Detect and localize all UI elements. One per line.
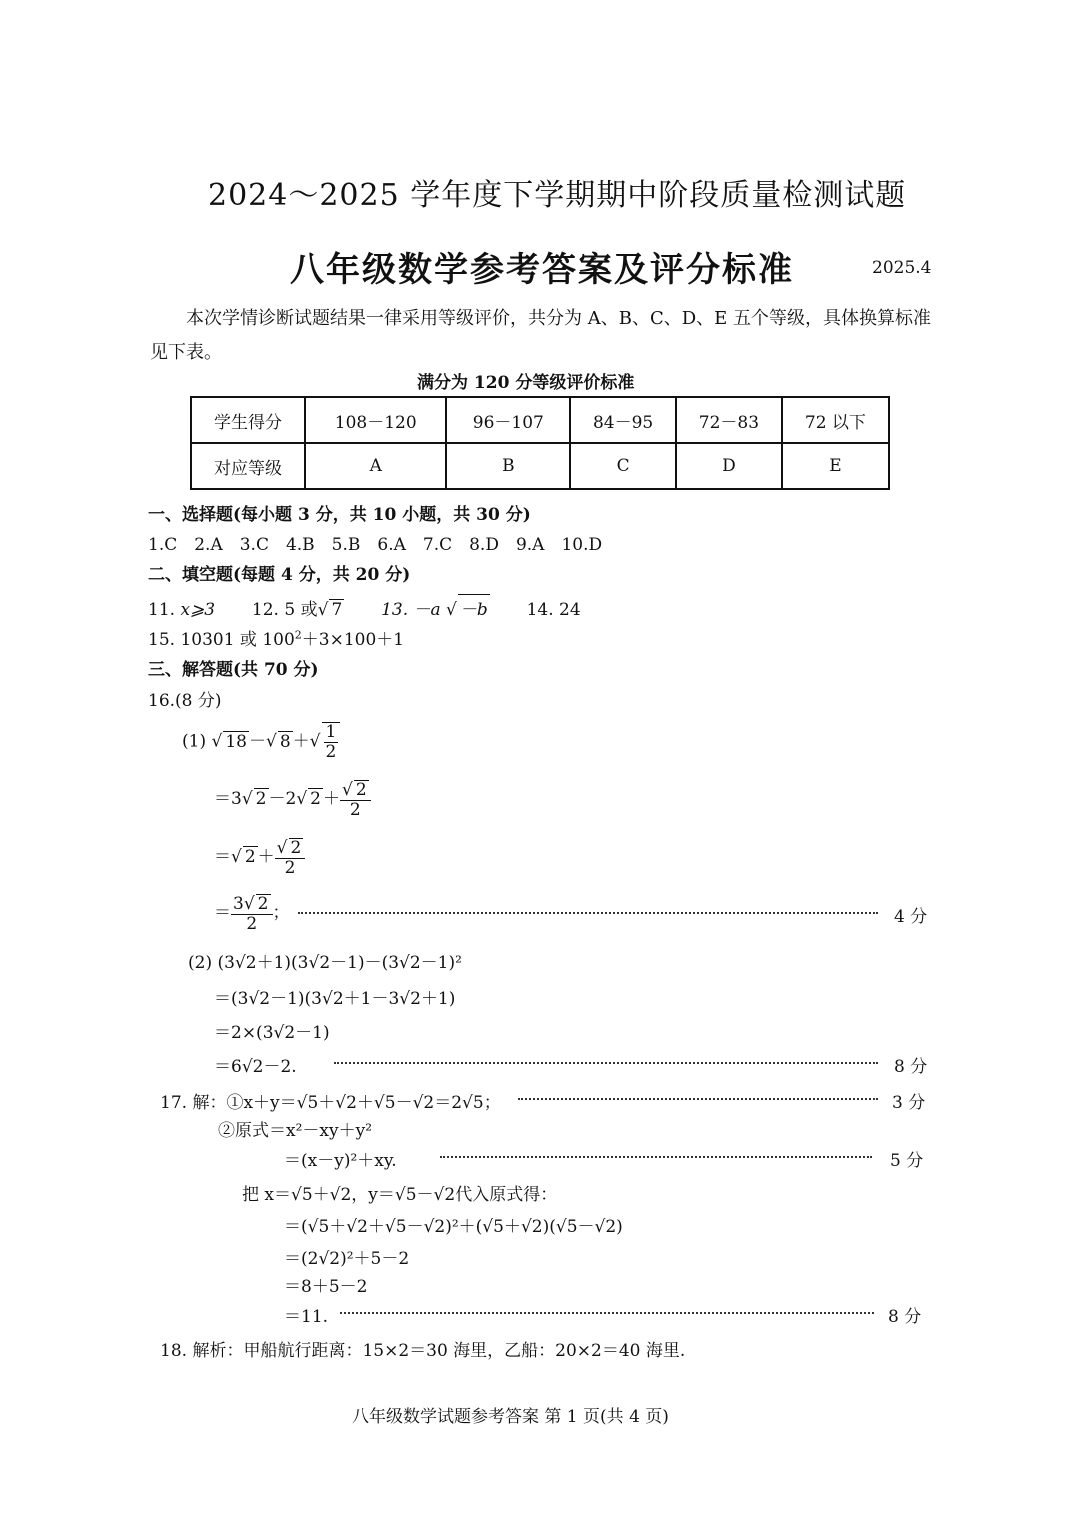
table-cell: 72 以下	[782, 397, 889, 443]
q17-line1: 17. 解：①x＋y＝√5＋√2＋√5－√2＝2√5；	[160, 1093, 501, 1113]
table-cell: 72－83	[676, 397, 782, 443]
q16-part2-line1	[188, 948, 462, 973]
radicand: 7	[331, 600, 343, 620]
dotted-leader	[340, 1312, 874, 1314]
dotted-leader	[518, 1098, 878, 1100]
score-mark: 8 分	[894, 1057, 928, 1077]
operator: ＝	[214, 903, 231, 924]
q17-line3: ＝(x－y)²＋xy.	[284, 1151, 397, 1171]
page-footer: 八年级数学试题参考答案 第 1 页(共 4 页)	[352, 1407, 669, 1427]
radicand: 8	[279, 731, 291, 752]
operator: ＝	[214, 847, 231, 868]
operator: ＋	[323, 789, 340, 810]
operator: ＝	[214, 789, 231, 810]
part-label: (2)	[188, 953, 213, 973]
table-cell: 96－107	[446, 397, 570, 443]
q17-line5: ＝(√5＋√2＋√5－√2)²＋(√5＋√2)(√5－√2)	[284, 1217, 623, 1237]
q13-label: 13. －a	[381, 600, 441, 620]
q16-part2-line3: ＝2×(3√2－1)	[214, 1023, 330, 1043]
punctuation: ；	[272, 903, 290, 924]
radicand: 2	[355, 780, 367, 800]
page-subtitle: 八年级数学参考答案及评分标准	[290, 250, 794, 290]
dotted-leader	[440, 1156, 872, 1158]
radicand: 2	[257, 894, 269, 914]
section-solve-heading: 三、解答题(共 70 分)	[148, 660, 319, 680]
grade-table	[190, 396, 890, 490]
q16-part2-line4: ＝6√2－2.	[214, 1057, 297, 1077]
table-cell: 学生得分	[191, 397, 305, 443]
table-row	[191, 443, 889, 489]
table-cell: D	[676, 443, 782, 489]
q14-label: 14. 24	[526, 600, 581, 620]
coefficient: 3	[233, 894, 244, 914]
q16-label: 16.(8 分)	[148, 691, 222, 711]
section-fill-heading: 二、填空题(每题 4 分，共 20 分)	[148, 565, 411, 585]
section-choice-heading: 一、选择题(每小题 3 分，共 10 小题，共 30 分)	[148, 505, 531, 525]
q17-line7: ＝8＋5－2	[284, 1277, 368, 1297]
table-cell: C	[570, 443, 676, 489]
table-cell: 84－95	[570, 397, 676, 443]
denominator: 2	[246, 913, 258, 934]
q16-part1-line3: ＝√ 2 ＋ $\frac{√ 2}{2}$	[214, 838, 305, 877]
intro-paragraph: 本次学情诊断试题结果一律采用等级评价，共分为 A、B、C、D、E 五个等级，具体换算标准见下表。	[150, 308, 932, 363]
score-mark: 8 分	[888, 1307, 922, 1327]
q16-part1-line1: (1) √ 18 －√ 8 ＋√ $\frac{1}{2}$	[182, 722, 340, 761]
table-caption: 满分为 120 分等级评价标准	[417, 373, 635, 393]
q16-part2-line2: ＝(3√2－1)(3√2＋1－3√2＋1)	[214, 989, 456, 1009]
q11-label: 11.	[148, 600, 176, 620]
q18-line1: 18. 解析：甲船航行距离：15×2＝30 海里，乙船：20×2＝40 海里.	[160, 1341, 686, 1361]
q17-line4: 把 x＝√5＋√2，y＝√5－√2代入原式得：	[242, 1185, 558, 1205]
coefficient: 3	[231, 789, 242, 810]
score-mark: 4 分	[894, 907, 928, 927]
radicand: 18	[225, 731, 247, 752]
denominator: 2	[284, 857, 296, 878]
q15-answer	[148, 625, 404, 650]
fill-answers-row: 11. x⩾3 12. 5 或√ 7 13. －a √ －b 14. 24	[148, 594, 581, 620]
choice-answers: 1.C 2.A 3.C 4.B 5.B 6.A 7.C 8.D 9.A 10.D	[148, 535, 603, 555]
part-label: (1)	[182, 731, 207, 752]
table-cell: 108－120	[305, 397, 446, 443]
expression: (3√2＋1)(3√2－1)－(3√2－1)²	[217, 953, 462, 973]
operator: －	[248, 731, 266, 752]
table-cell: E	[782, 443, 889, 489]
score-mark: 5 分	[890, 1151, 924, 1171]
q15-rest: ＋3×100＋1	[301, 630, 405, 650]
radicand: －b	[458, 594, 490, 620]
table-row	[191, 397, 889, 443]
table-cell: A	[305, 443, 446, 489]
operator: ＋	[292, 731, 310, 752]
operator: －	[268, 789, 286, 810]
table-cell: 对应等级	[191, 443, 305, 489]
radicand: 2	[244, 847, 256, 868]
radicand: 2	[290, 838, 302, 858]
q17-line2: ②原式＝x²－xy＋y²	[218, 1121, 373, 1141]
q12-label: 12. 5 或	[251, 600, 318, 620]
table-cell: B	[446, 443, 570, 489]
document-date: 2025.4	[872, 258, 932, 278]
denominator: 2	[349, 799, 361, 820]
q16-part1-line4: ＝ $\frac{3√ 2}{2}$ ；	[214, 894, 290, 934]
coefficient: 2	[285, 789, 297, 810]
dotted-leader	[334, 1062, 878, 1064]
exponent: 2	[294, 628, 302, 642]
page-title: 2024～2025 学年度下学期期中阶段质量检测试题	[208, 178, 907, 213]
q15-text: 15. 10301 或 100	[148, 630, 295, 650]
q11-answer: x⩾3	[180, 600, 216, 620]
q16-part1-line2: ＝3√ 2 －2√ 2 ＋ $\frac{√ 2}{2}$	[214, 780, 371, 819]
operator: ＋	[257, 847, 275, 868]
radicand: 2	[255, 789, 267, 810]
denominator: 2	[325, 741, 337, 762]
score-mark: 3 分	[892, 1093, 926, 1113]
q17-line8: ＝11.	[284, 1307, 329, 1327]
q17-line6: ＝(2√2)²＋5－2	[284, 1249, 410, 1269]
dotted-leader	[298, 912, 878, 914]
numerator: 1	[325, 722, 337, 742]
radicand: 2	[310, 789, 321, 810]
